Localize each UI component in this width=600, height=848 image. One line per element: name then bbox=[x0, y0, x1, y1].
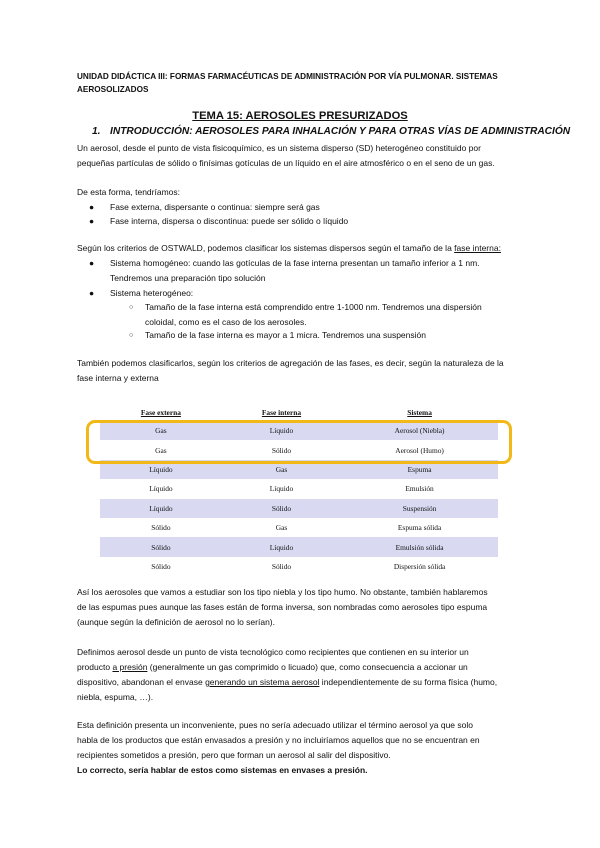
paragraph-line bbox=[77, 675, 557, 690]
circle-bullet-icon: ○ bbox=[129, 332, 134, 339]
paragraph-line: Esta definición presenta un inconveniente, pues no sería adecuado utilizar el término aerosol ya que solo bbox=[77, 720, 473, 730]
paragraph-text: Según los criterios de OSTWALD, podemos clasificar los sistemas dispersos según el tamaño de la bbox=[77, 243, 455, 253]
table-cell: Sólido bbox=[100, 557, 222, 576]
table-cell: Dispersión sólida bbox=[341, 557, 498, 576]
table-cell: Líquido bbox=[222, 537, 341, 556]
section-heading-text: INTRODUCCIÓN: AEROSOLES PARA INHALACIÓN Y PARA OTRAS VÍAS DE ADMINISTRACIÓN bbox=[110, 126, 571, 137]
table-cell: Gas bbox=[100, 440, 222, 459]
paragraph-line: de las espumas pues aunque las fases están de forma inversa, son nombradas como aerosoles tipo espuma bbox=[77, 602, 488, 612]
paragraph-line: Un aerosol, desde el punto de vista fisicoquímico, es un sistema disperso (SD) heterogéneo constituido por bbox=[77, 143, 481, 153]
table-cell: Aerosol (Niebla) bbox=[341, 421, 498, 440]
table-cell: Sólido bbox=[100, 518, 222, 537]
paragraph-line: habla de los productos que están envasados a presión y no incluiríamos aquellos que no se encuentran en bbox=[77, 735, 480, 745]
page-title: TEMA 15: AEROSOLES PRESURIZADOS bbox=[192, 110, 408, 122]
list-item-line: Tamaño de la fase interna está comprendido entre 1-1000 nm. Tendremos una dispersión bbox=[145, 302, 482, 312]
list-item bbox=[89, 200, 320, 215]
paragraph-line: También podemos clasificarlos, según los criterios de agregación de las fases, es decir, según la naturaleza de la bbox=[77, 358, 504, 368]
table-cell: Emulsión sólida bbox=[341, 537, 498, 556]
paragraph-text: independientemente de su forma física (humo, bbox=[319, 677, 498, 687]
table-cell: Gas bbox=[222, 518, 341, 537]
table-cell: Sólido bbox=[222, 440, 341, 459]
list-item-line: coloidal, como es el caso de los aerosoles. bbox=[145, 317, 307, 327]
list-item-text: Tamaño de la fase interna es mayor a 1 micra. Tendremos una suspensión bbox=[145, 330, 426, 340]
table-cell: Emulsión bbox=[341, 479, 498, 498]
unit-header-line2: AEROSOLIZADOS bbox=[77, 85, 149, 94]
table-cell: Aerosol (Humo) bbox=[341, 440, 498, 459]
table-row bbox=[100, 518, 498, 537]
paragraph-line: Definimos aerosol desde un punto de vista tecnológico como recipientes que contienen en su interior un bbox=[77, 647, 469, 657]
table-cell: Espuma bbox=[341, 460, 498, 479]
underlined-text: fase interna: bbox=[454, 243, 501, 253]
paragraph-line: fase interna y externa bbox=[77, 373, 159, 383]
table-cell: Gas bbox=[222, 460, 341, 479]
paragraph-line: Así los aerosoles que vamos a estudiar son los tipo niebla y los tipo humo. No obstante, también hablaremos bbox=[77, 587, 488, 597]
paragraph-inconvenience bbox=[77, 718, 557, 778]
section-number: 1. bbox=[92, 126, 101, 137]
table-cell: Líquido bbox=[222, 479, 341, 498]
paragraph-line: recipientes sometidos a presión, pero que forman un aerosol al salir del dispositivo. bbox=[77, 750, 391, 760]
bullet-icon: ● bbox=[89, 216, 95, 226]
table-cell: Suspensión bbox=[341, 499, 498, 518]
table-cell: Líquido bbox=[100, 499, 222, 518]
column-header: Fase interna bbox=[222, 403, 341, 421]
list-item-text: Sistema heterogéneo: bbox=[110, 288, 194, 298]
paragraph-text: (generalmente un gas comprimido o licuado) que, como consecuencia a accionar un bbox=[147, 662, 468, 672]
unit-header bbox=[77, 70, 547, 96]
list-item bbox=[89, 286, 193, 301]
section-heading bbox=[92, 126, 570, 137]
list-item bbox=[89, 256, 549, 286]
list-item-text: Fase externa, dispersante o continua: siempre será gas bbox=[110, 202, 320, 212]
table-cell: Líquido bbox=[100, 479, 222, 498]
table-cell: Sólido bbox=[222, 499, 341, 518]
table-row bbox=[100, 557, 498, 576]
paragraph-phases-lead: De esta forma, tendríamos: bbox=[77, 187, 180, 197]
underlined-text: generando un sistema aerosol bbox=[205, 677, 320, 687]
paragraph-line bbox=[77, 660, 557, 675]
circle-bullet-icon: ○ bbox=[129, 304, 134, 311]
table-row bbox=[100, 479, 498, 498]
sub-list-item bbox=[129, 300, 549, 330]
bullet-icon: ● bbox=[89, 202, 95, 212]
list-item-line: Tendremos una preparación tipo solución bbox=[110, 273, 266, 283]
list-item-text: Fase interna, dispersa o discontinua: puede ser sólido o líquido bbox=[110, 216, 349, 226]
table-row bbox=[100, 499, 498, 518]
list-item bbox=[89, 214, 348, 229]
unit-header-line1: UNIDAD DIDÁCTICA III: FORMAS FARMACÉUTICAS DE ADMINISTRACIÓN POR VÍA PULMONAR. SISTEMAS bbox=[77, 72, 498, 81]
sub-list-item bbox=[129, 328, 426, 343]
column-header: Fase externa bbox=[100, 403, 222, 421]
bullet-icon: ● bbox=[89, 288, 95, 298]
paragraph-ostwald-lead bbox=[77, 241, 557, 256]
table-cell: Sólido bbox=[222, 557, 341, 576]
underlined-text: a presión bbox=[112, 662, 148, 672]
paragraph-aggregation bbox=[77, 356, 567, 386]
table-header-row bbox=[100, 403, 498, 421]
paragraph-aerosol-types bbox=[77, 585, 557, 630]
paragraph-line: (aunque según la definición de aerosol no lo serían). bbox=[77, 617, 275, 627]
table-cell: Líquido bbox=[100, 460, 222, 479]
list-item-line: Sistema homogéneo: cuando las gotículas de la fase interna presentan un tamaño inferior a 1 nm. bbox=[110, 258, 480, 268]
table-cell: Sólido bbox=[100, 537, 222, 556]
paragraph-line: niebla, espuma, …). bbox=[77, 692, 154, 702]
paragraph-definition bbox=[77, 141, 547, 171]
paragraph-text: producto bbox=[77, 662, 113, 672]
table-row bbox=[100, 537, 498, 556]
table-cell: Espuma sólida bbox=[341, 518, 498, 537]
highlight-annotation bbox=[86, 420, 512, 464]
table-cell: Líquido bbox=[222, 421, 341, 440]
table-cell: Gas bbox=[100, 421, 222, 440]
paragraph-line: pequeñas partículas de sólido o finísimas gotículas de un líquido en el aire atmosférico o en el seno de un gas. bbox=[77, 158, 495, 168]
bullet-icon: ● bbox=[89, 258, 95, 268]
paragraph-text: dispositivo, abandonan el envase bbox=[77, 677, 206, 687]
column-header: Sistema bbox=[341, 403, 498, 421]
paragraph-line: Lo correcto, sería hablar de estos como sistemas en envases a presión. bbox=[77, 765, 368, 775]
paragraph-technological-definition bbox=[77, 645, 557, 705]
